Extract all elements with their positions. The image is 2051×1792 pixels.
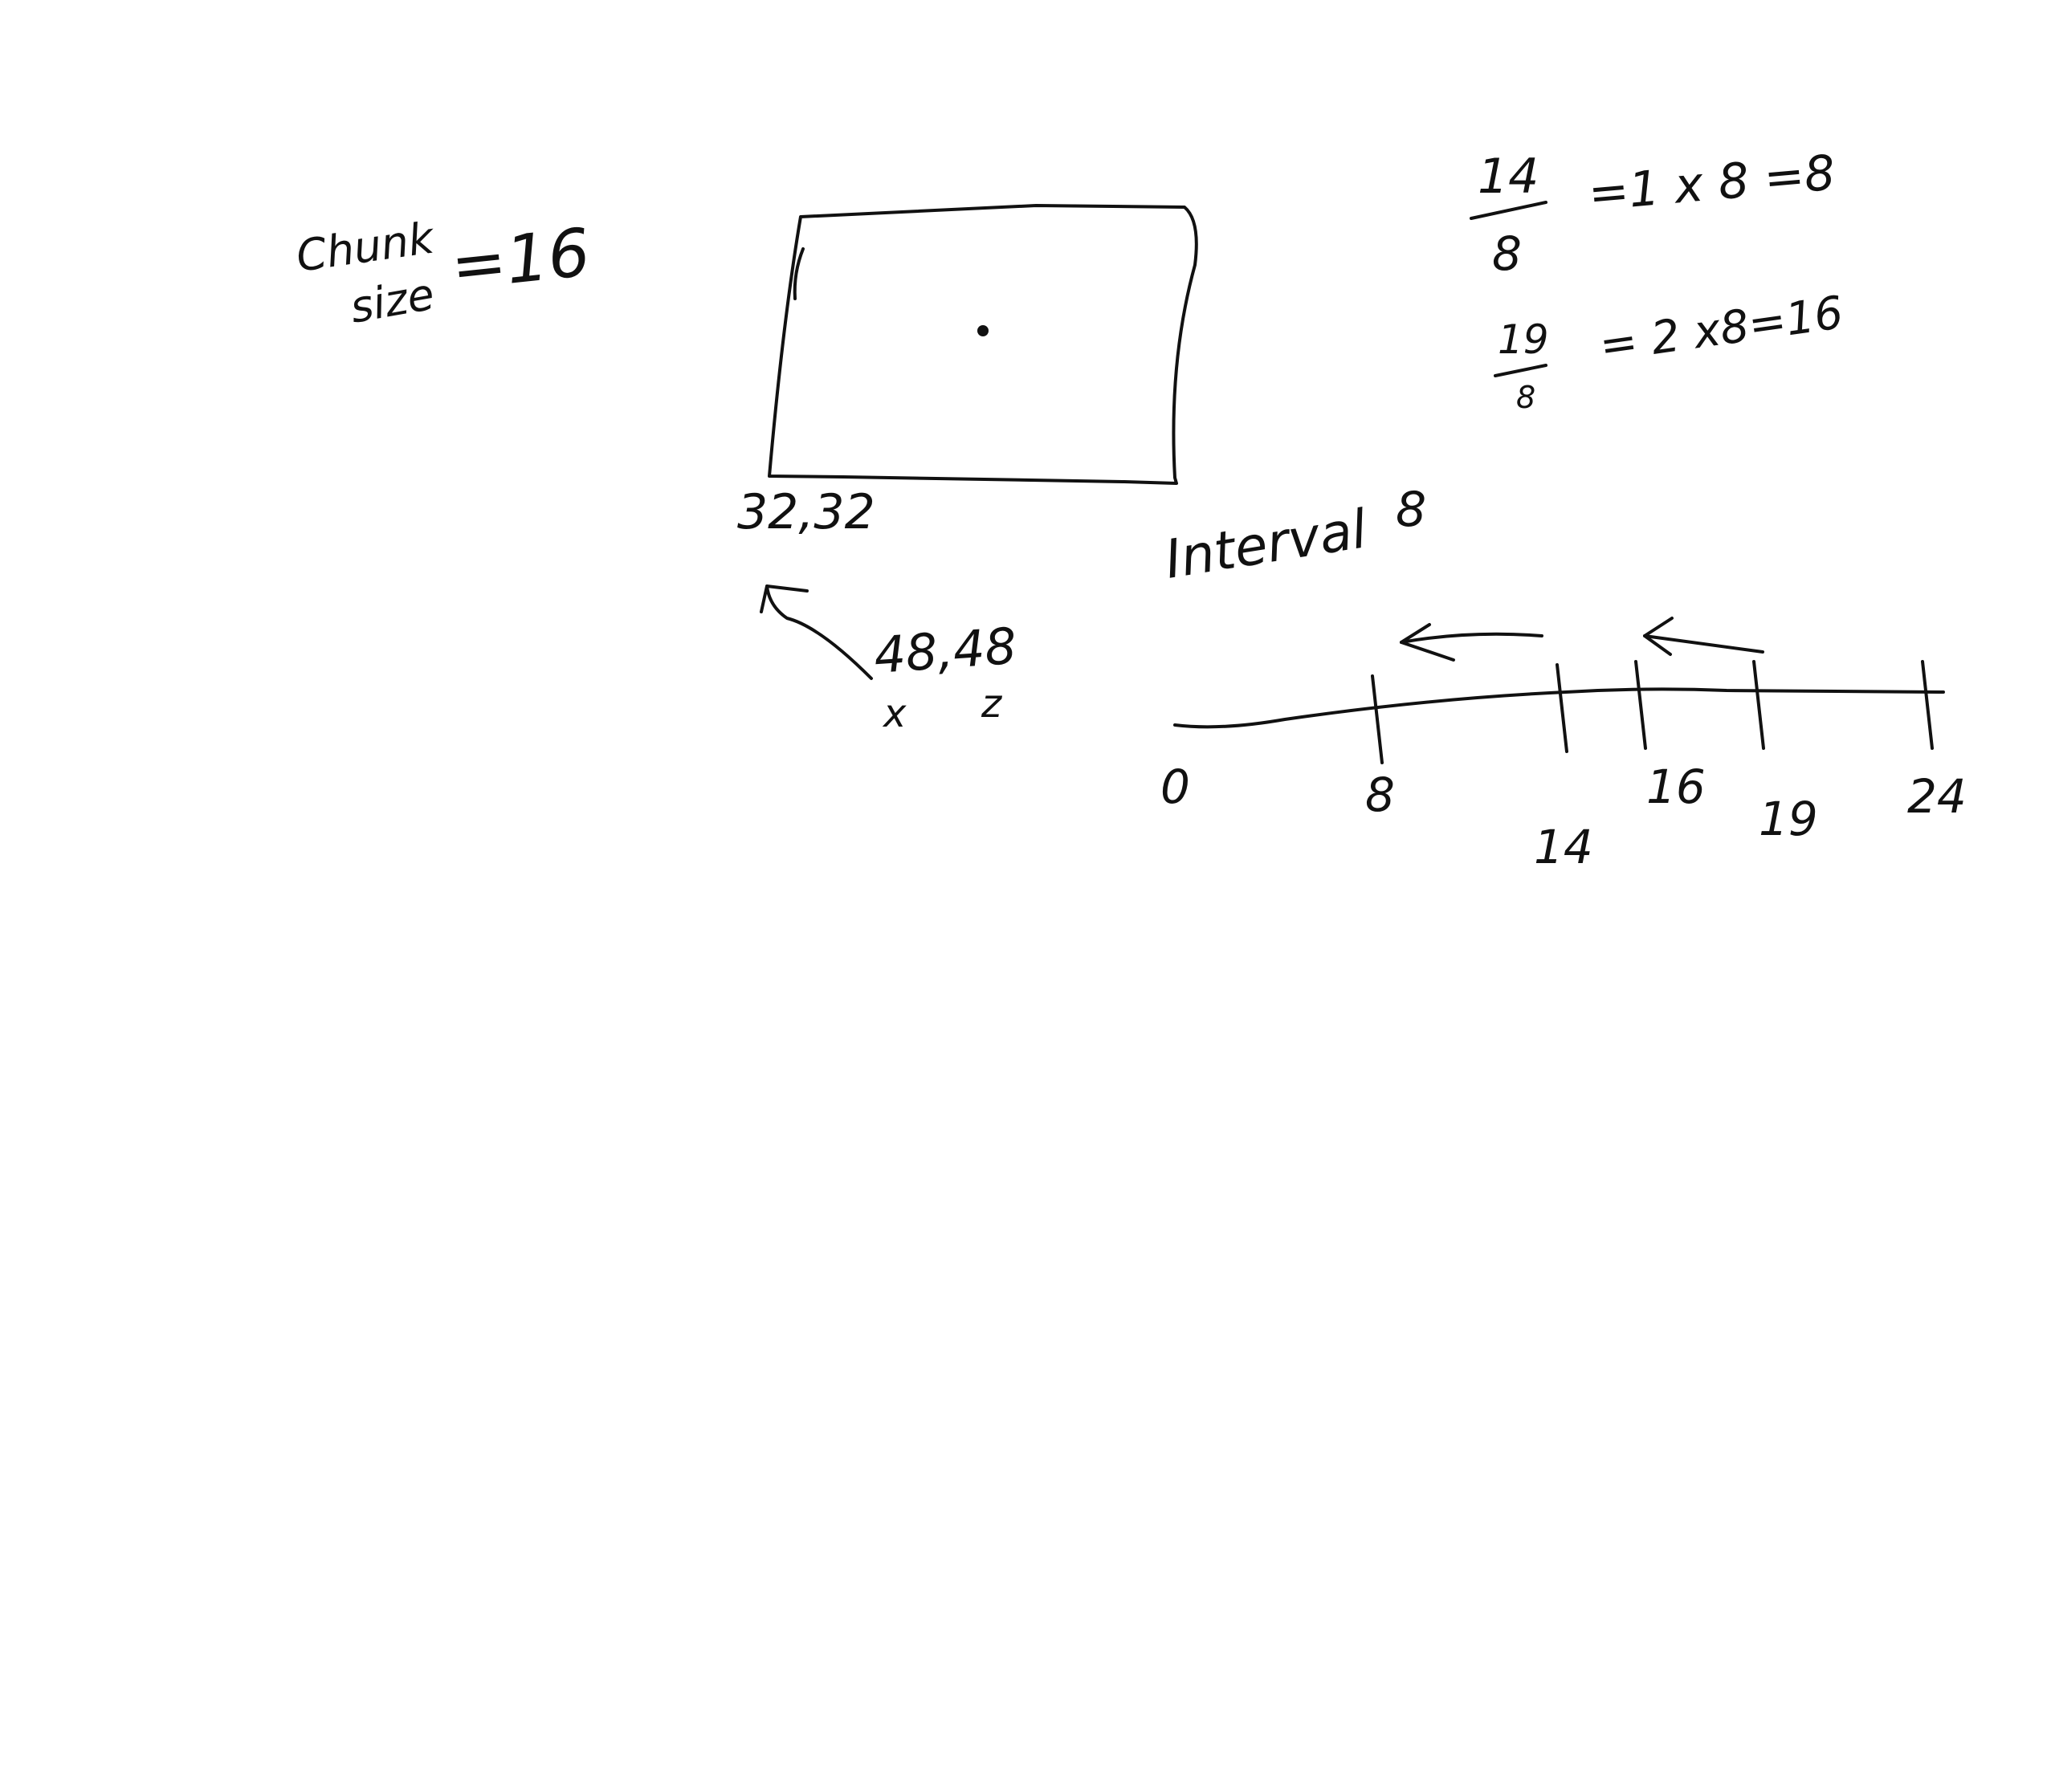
interval-note (1160, 482, 1426, 591)
point-annotation (761, 586, 1018, 736)
point-coordinate-label: 48,48 (871, 616, 1019, 685)
number-line-arrow-14-to-8 (1401, 625, 1542, 660)
fraction-numerator: 14 (1478, 149, 1539, 205)
arrow-shaft (1401, 634, 1542, 642)
number-line-label-24: 24 (1907, 769, 1967, 824)
chunk-box (737, 206, 1197, 540)
number-line-tick-8 (1372, 676, 1382, 763)
chunk-word: Chunk (293, 212, 437, 282)
number-line-label-0: 0 (1160, 760, 1190, 814)
number-line-tick-16 (1636, 662, 1645, 748)
chunk-center-point (977, 325, 989, 336)
interval-word: Interval (1160, 498, 1372, 591)
fraction-denominator: 8 (1492, 226, 1522, 281)
number-line-label-19: 19 (1759, 792, 1818, 846)
number-line-label-14: 14 (1534, 820, 1593, 874)
division-note-1 (1471, 145, 1837, 281)
chunk-box-outline (769, 206, 1197, 483)
curved-arrow (761, 586, 871, 678)
curved-arrow-head (767, 586, 807, 591)
chunk-size-note (293, 212, 593, 333)
size-word: size (346, 268, 438, 333)
interval-value: 8 (1396, 482, 1427, 538)
corner-coordinate-label: 32,32 (737, 484, 875, 540)
division-result: = 2 x8=16 (1596, 287, 1847, 373)
x-axis-label: x (883, 691, 907, 736)
z-axis-label: z (981, 682, 1002, 727)
number-line (1160, 618, 1967, 874)
number-line-tick-14 (1557, 665, 1567, 751)
number-line-arrow-19-to-16 (1645, 618, 1763, 654)
fraction-bar (1471, 202, 1546, 218)
number-line-tick-24 (1923, 662, 1932, 748)
fraction-denominator: 8 (1516, 380, 1536, 415)
fraction-numerator: 19 (1498, 316, 1549, 363)
chunk-size-value: =16 (447, 214, 594, 305)
number-line-tick-19 (1754, 662, 1764, 748)
number-line-label-16: 16 (1646, 760, 1706, 814)
number-line-label-8: 8 (1365, 768, 1395, 822)
chunk-box-edge-mark (795, 249, 803, 299)
fraction-bar (1495, 365, 1546, 376)
division-note-2 (1495, 287, 1846, 415)
division-result: =1 x 8 =8 (1586, 145, 1837, 222)
